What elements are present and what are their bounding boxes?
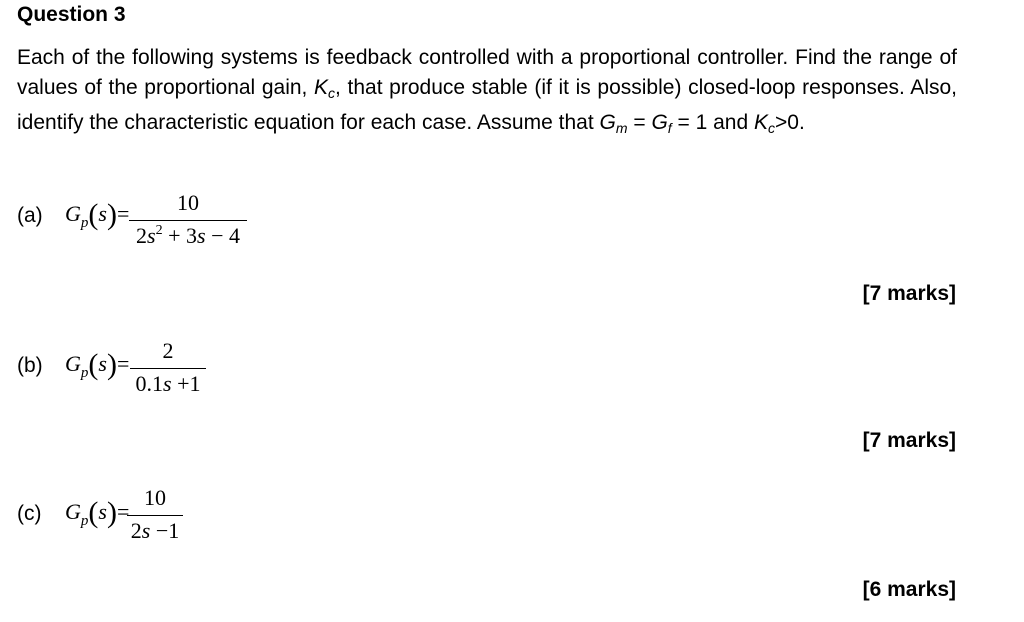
part-c-den-term2: −1 (150, 518, 180, 543)
part-a-p-subscript: p (80, 215, 89, 231)
gf-symbol: G (651, 111, 668, 134)
part-a-marks: [7 marks] (862, 282, 956, 305)
part-c-lhs (65, 496, 129, 530)
part-c-label: (c) (17, 502, 42, 525)
part-c-fraction (127, 485, 183, 544)
part-c-denominator (127, 516, 183, 544)
prompt-text-4: = 1 and (671, 111, 754, 134)
part-c-close-paren: ) (106, 496, 117, 529)
prompt-text-5: >0. (775, 111, 805, 134)
part-a-open-paren: ( (88, 198, 99, 231)
part-b-equals: = (116, 351, 130, 376)
question-heading: Question 3 (17, 3, 126, 26)
part-a-lhs (65, 198, 129, 232)
part-a-denominator (129, 221, 247, 249)
part-a-numerator: 10 (177, 190, 199, 215)
part-b-marks: [7 marks] (862, 429, 956, 452)
part-b-fraction (130, 338, 206, 397)
part-a-fraction (129, 190, 247, 249)
part-a-equals: = (116, 201, 130, 226)
part-a-g-symbol: G (65, 201, 81, 226)
prompt-text-3: = (627, 111, 652, 134)
part-c-open-paren: ( (88, 496, 99, 529)
part-b-denominator (130, 369, 206, 397)
part-b-den-term2: +1 (171, 371, 201, 396)
prompt-text-2: , that produce stable (if it is possible) closed-loop responses. Also, identify the characteristic equation for each case. Assume that (17, 75, 957, 134)
part-a-den-coef: 2 (136, 223, 148, 248)
gain-symbol: K (314, 75, 329, 99)
gain-subscript-2: c (768, 120, 776, 136)
part-b-s-variable: s (98, 351, 107, 376)
part-a-label: (a) (17, 204, 43, 227)
part-a-den-term2: + 3 (162, 223, 197, 248)
gm-subscript: m (615, 120, 628, 136)
part-b-p-subscript: p (80, 365, 89, 381)
part-b-close-paren: ) (106, 348, 117, 381)
gf-subscript: f (667, 120, 672, 136)
prompt-text-1: Each of the following systems is feedback controlled with a proportional controller. Find the range of values of the proportional gain, (17, 46, 957, 99)
part-a-den-exponent: 2 (155, 223, 163, 238)
part-a-den-s2: s (197, 223, 206, 248)
part-b-lhs (65, 348, 129, 382)
part-c-marks: [6 marks] (862, 578, 956, 601)
gain-subscript: c (328, 84, 336, 101)
part-b-label: (b) (17, 354, 43, 377)
part-a-close-paren: ) (106, 198, 117, 231)
part-c-den-coef: 2 (130, 518, 142, 543)
part-b-den-s: s (163, 371, 172, 396)
part-c-p-subscript: p (80, 513, 89, 529)
part-a-den-term3: − 4 (205, 223, 240, 248)
part-c-den-s: s (141, 518, 151, 543)
part-c-s-variable: s (98, 499, 107, 524)
gm-symbol: G (599, 111, 616, 134)
part-b-open-paren: ( (88, 348, 99, 381)
part-c-equals: = (116, 499, 130, 524)
gain-symbol-2: K (754, 111, 769, 134)
part-b-den-coef: 0.1 (135, 371, 163, 396)
part-a-den-s: s (147, 223, 156, 248)
part-c-g-symbol: G (65, 499, 81, 524)
part-a-s-variable: s (98, 201, 107, 226)
part-b-numerator: 2 (162, 338, 174, 363)
part-c-numerator: 10 (144, 485, 166, 510)
question-prompt (17, 43, 957, 144)
part-b-g-symbol: G (65, 351, 81, 376)
